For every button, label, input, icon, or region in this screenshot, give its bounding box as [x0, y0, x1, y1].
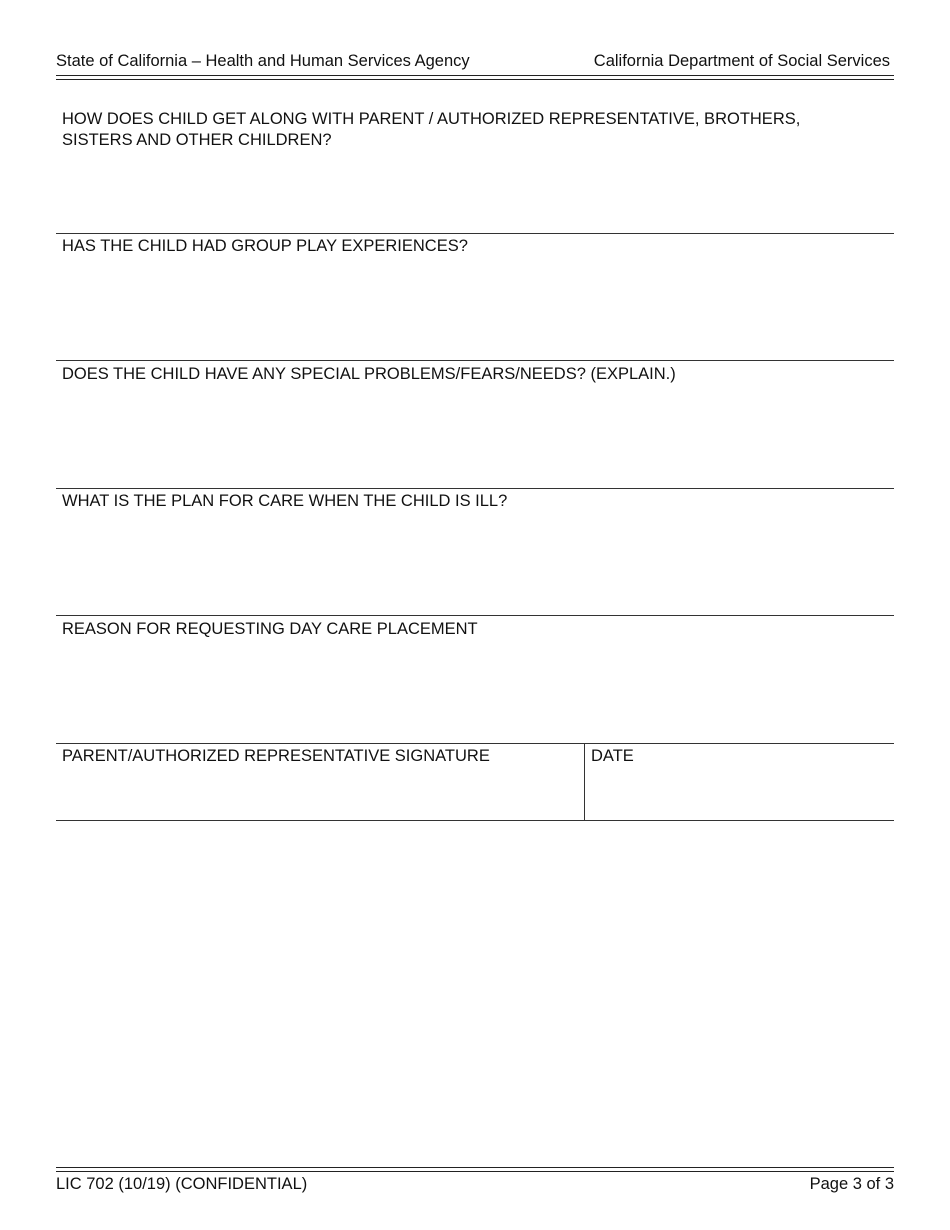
- field-input-group-play[interactable]: [56, 260, 894, 360]
- footer-rule-top: [56, 1167, 894, 1168]
- field-divider: [56, 233, 894, 234]
- signature-bottom-rule: [56, 820, 894, 821]
- agency-name: State of California – Health and Human Services Agency: [56, 52, 470, 70]
- header-rule-top: [56, 75, 894, 76]
- signature-date-divider: [584, 743, 585, 821]
- date-label: DATE: [591, 747, 634, 765]
- field-label-special-needs: DOES THE CHILD HAVE ANY SPECIAL PROBLEMS/FEARS/NEEDS? (EXPLAIN.): [62, 365, 676, 383]
- page-number: Page 3 of 3: [809, 1175, 894, 1193]
- field-divider: [56, 360, 894, 361]
- department-name: California Department of Social Services: [593, 52, 890, 70]
- header-rule-bottom: [56, 79, 894, 80]
- footer-rule-bottom: [56, 1171, 894, 1172]
- form-identifier: LIC 702 (10/19) (CONFIDENTIAL): [56, 1175, 308, 1193]
- field-divider: [56, 615, 894, 616]
- field-input-placement-reason[interactable]: [56, 643, 894, 742]
- field-label-placement-reason: REASON FOR REQUESTING DAY CARE PLACEMENT: [62, 620, 478, 638]
- field-label-sibling-relations: HOW DOES CHILD GET ALONG WITH PARENT / AUTHORIZED REPRESENTATIVE, BROTHERS, SISTERS AND OTHER CHILDREN?: [62, 110, 801, 149]
- field-divider: [56, 743, 894, 744]
- field-label-illness-plan: WHAT IS THE PLAN FOR CARE WHEN THE CHILD IS ILL?: [62, 492, 508, 510]
- field-input-illness-plan[interactable]: [56, 515, 894, 615]
- date-field[interactable]: [586, 768, 894, 820]
- signature-label: PARENT/AUTHORIZED REPRESENTATIVE SIGNATURE: [62, 747, 490, 765]
- field-divider: [56, 488, 894, 489]
- signature-field[interactable]: [56, 768, 583, 820]
- field-input-special-needs[interactable]: [56, 388, 894, 488]
- field-input-sibling-relations[interactable]: [56, 152, 894, 232]
- field-label-group-play: HAS THE CHILD HAD GROUP PLAY EXPERIENCES?: [62, 237, 468, 255]
